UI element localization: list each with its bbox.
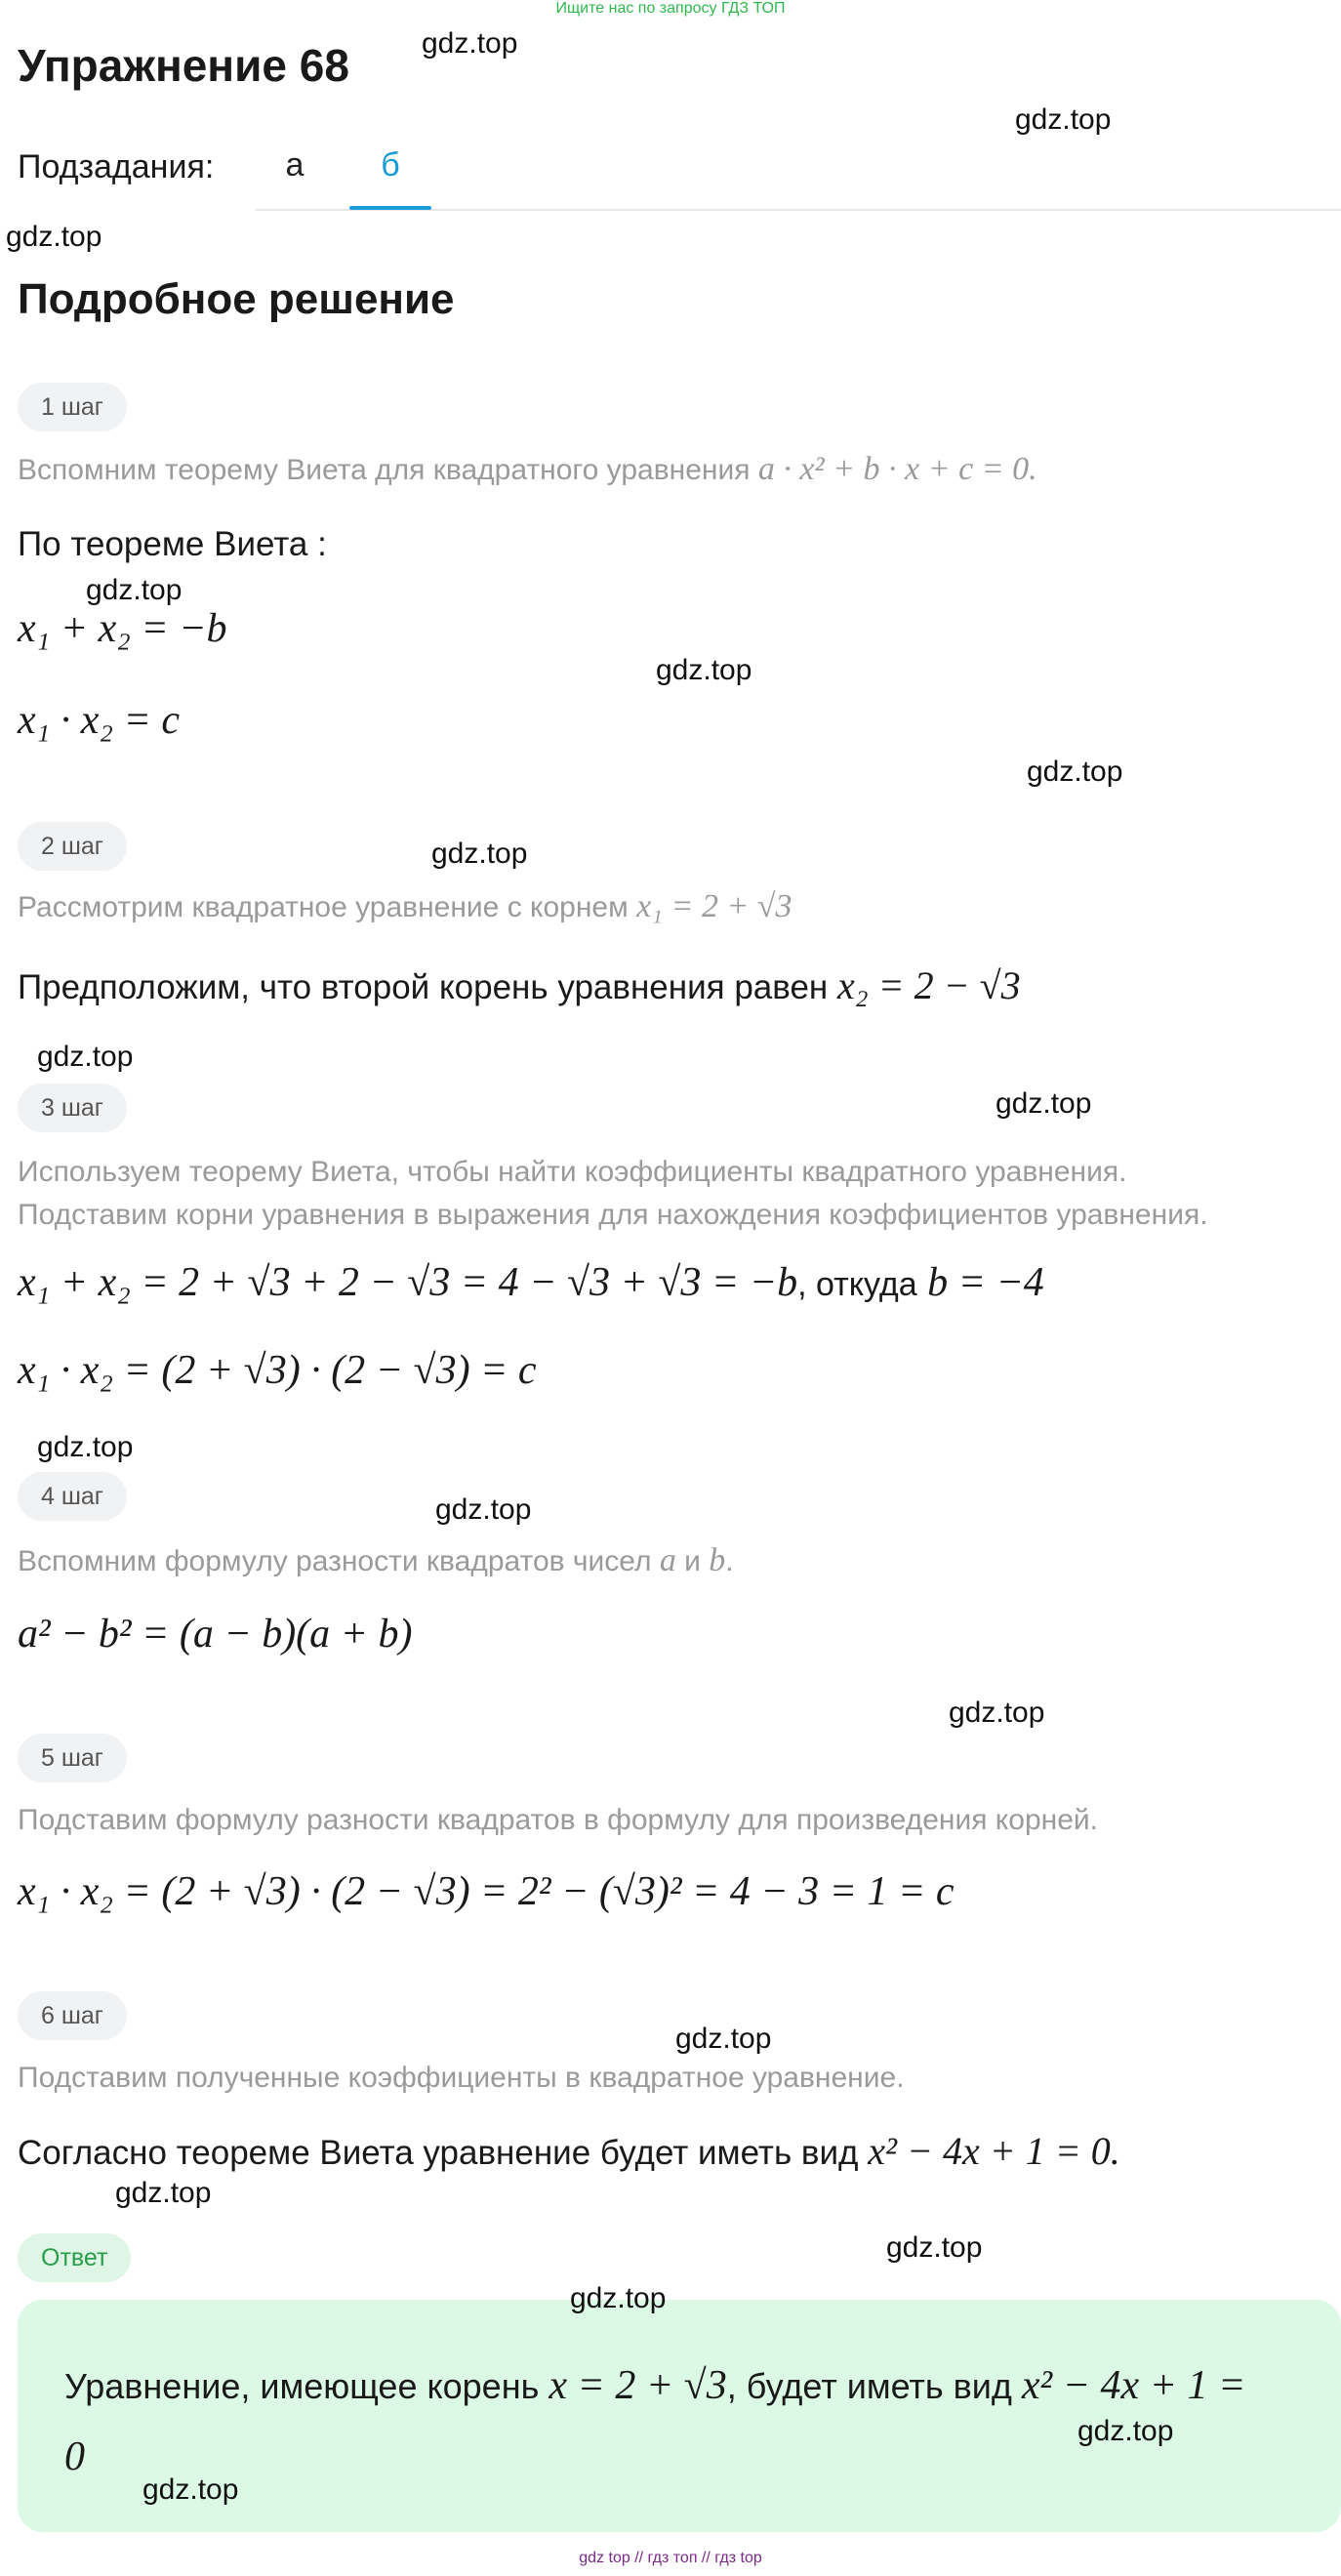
step-badge-3: 3 шаг bbox=[18, 1084, 127, 1132]
step-2-text-math: x₁ = 2 + √3 bbox=[636, 888, 792, 924]
answer-text-1: Уравнение, имеющее корень bbox=[64, 2366, 540, 2406]
answer-math-1: x = 2 + √3 bbox=[549, 2363, 727, 2408]
step-badge-6: 6 шаг bbox=[18, 1991, 127, 2040]
step-1-text bbox=[18, 451, 1037, 488]
step-badge-5: 5 шаг bbox=[18, 1734, 127, 1782]
answer-math-2: x² − 4x + 1 = 0 bbox=[64, 2363, 1246, 2479]
watermark: gdz.top bbox=[6, 221, 102, 253]
step-badge-4: 4 шаг bbox=[18, 1472, 127, 1521]
watermark: gdz.top bbox=[142, 2474, 239, 2506]
step-1-text-math: a · x² + b · x + c = 0. bbox=[757, 451, 1037, 487]
watermark: gdz.top bbox=[115, 2177, 212, 2209]
active-tab-indicator bbox=[349, 206, 431, 210]
top-banner: Ищите нас по запросу ГДЗ ТОП bbox=[555, 0, 786, 17]
step-6-statement-label: Согласно теореме Виета уравнение будет иметь вид bbox=[18, 2134, 859, 2172]
watermark: gdz.top bbox=[37, 1041, 134, 1073]
step-4-text-a: a bbox=[659, 1542, 676, 1578]
step-2-text bbox=[18, 888, 792, 925]
watermark: gdz.top bbox=[1015, 103, 1112, 136]
step-3-text-line1: Используем теорему Виета, чтобы найти коэффициенты квадратного уравнения. bbox=[18, 1156, 1127, 1188]
watermark: gdz.top bbox=[1027, 756, 1123, 788]
step-1-formula-sum: x₁ + x₂ = −b bbox=[18, 606, 227, 651]
step-2-statement bbox=[18, 962, 1021, 1008]
watermark: gdz.top bbox=[949, 1697, 1045, 1729]
watermark: gdz.top bbox=[86, 574, 183, 606]
step-1-formula-product: x₁ · x₂ = c bbox=[18, 698, 180, 743]
watermark: gdz.top bbox=[1077, 2415, 1174, 2447]
watermark: gdz.top bbox=[886, 2231, 983, 2264]
watermark: gdz.top bbox=[996, 1087, 1092, 1120]
watermark: gdz.top bbox=[37, 1431, 134, 1463]
watermark: gdz.top bbox=[435, 1493, 532, 1526]
step-3-formula-1-suffix: , откуда bbox=[797, 1266, 917, 1303]
step-4-formula: a² − b² = (a − b)(a + b) bbox=[18, 1612, 413, 1656]
step-5-formula: x₁ · x₂ = (2 + √3) · (2 − √3) = 2² − (√3)² = 4 − 3 = 1 = c bbox=[18, 1869, 955, 1914]
footer-links: gdz top // гдз топ // гдз top bbox=[579, 2550, 762, 2566]
step-3-text-line2: Подставим корни уравнения в выражения для нахождения коэффициентов уравнения. bbox=[18, 1199, 1208, 1231]
step-4-text-label: Вспомним формулу разности квадратов чисел bbox=[18, 1545, 652, 1577]
step-3-formula-1-main: x₁ + x₂ = 2 + √3 + 2 − √3 = 4 − √3 + √3 = −b bbox=[18, 1260, 798, 1305]
tab-b[interactable]: б bbox=[381, 146, 400, 184]
step-3-formula-1-tail: b = −4 bbox=[927, 1260, 1044, 1305]
step-4-text-b: b bbox=[709, 1542, 726, 1578]
step-2-statement-label: Предположим, что второй корень уравнения равен bbox=[18, 968, 829, 1006]
watermark: gdz.top bbox=[422, 27, 518, 60]
answer-badge: Ответ bbox=[18, 2233, 131, 2282]
step-6-statement-math: x² − 4x + 1 = 0. bbox=[868, 2129, 1120, 2173]
step-3-formula-1 bbox=[18, 1259, 1044, 1306]
page-title: Упражнение 68 bbox=[18, 40, 349, 91]
tab-a[interactable]: а bbox=[285, 146, 305, 184]
step-2-text-label: Рассмотрим квадратное уравнение с корнем bbox=[18, 891, 629, 923]
watermark: gdz.top bbox=[570, 2282, 667, 2314]
answer-text-2: , будет иметь вид bbox=[726, 2366, 1012, 2406]
watermark: gdz.top bbox=[675, 2023, 772, 2055]
step-1-text-label: Вспомним теорему Виета для квадратного уравнения bbox=[18, 454, 751, 486]
step-6-statement bbox=[18, 2128, 1120, 2174]
step-3-formula-2: x₁ · x₂ = (2 + √3) · (2 − √3) = c bbox=[18, 1348, 537, 1393]
step-5-text: Подставим формулу разности квадратов в формулу для произведения корней. bbox=[18, 1804, 1098, 1836]
step-badge-2: 2 шаг bbox=[18, 822, 127, 871]
step-6-text: Подставим полученные коэффициенты в квадратное уравнение. bbox=[18, 2062, 905, 2094]
step-badge-1: 1 шаг bbox=[18, 383, 127, 431]
step-1-subheading: По теореме Виета : bbox=[18, 525, 327, 563]
watermark: gdz.top bbox=[431, 838, 528, 870]
step-2-statement-math: x₂ = 2 − √3 bbox=[836, 963, 1021, 1007]
step-4-text-and: и bbox=[684, 1545, 701, 1577]
section-title: Подробное решение bbox=[18, 275, 455, 323]
step-4-text: Вспомним формулу разности квадратов чисел a и b. bbox=[18, 1542, 734, 1578]
watermark: gdz.top bbox=[656, 654, 752, 686]
subtasks-label: Подзадания: bbox=[18, 148, 215, 185]
